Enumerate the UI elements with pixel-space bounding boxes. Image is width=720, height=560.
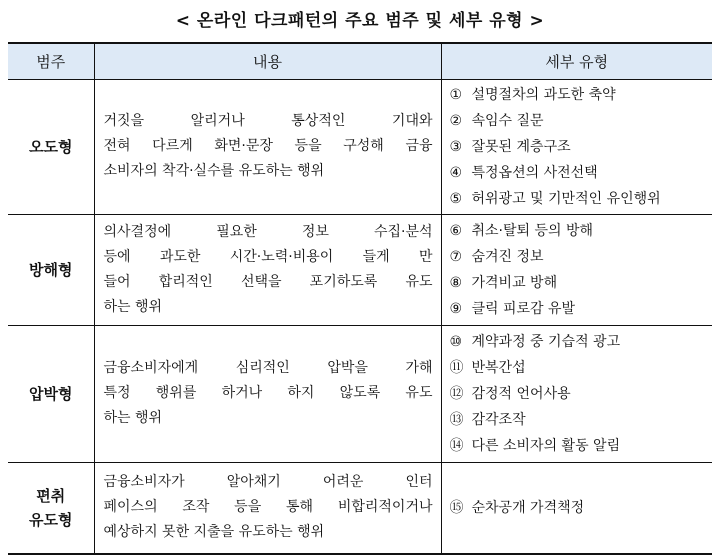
category-line: 유도형 — [29, 510, 73, 529]
list-item — [450, 495, 707, 521]
list-item — [450, 296, 707, 322]
item-text: 감정적 언어사용 — [471, 385, 571, 402]
item-number: ② — [449, 112, 463, 129]
description-line: 예상하지 못한 지출을 유도하는 행위 — [103, 524, 325, 541]
description-line: 하는 행위 — [103, 298, 163, 315]
item-number: ⑥ — [449, 222, 463, 239]
item-number: ③ — [449, 138, 463, 155]
description-cell — [94, 325, 441, 462]
item-number: ⑩ — [449, 333, 463, 350]
item-number: ⑧ — [449, 274, 463, 291]
types-cell — [441, 325, 712, 462]
description-line: 하는 행위 — [103, 410, 163, 426]
description-line: 등에 과도한 시간·노력·비용이 들게 만 — [103, 248, 433, 265]
item-text: 속임수 질문 — [471, 112, 544, 129]
table-row — [8, 325, 712, 462]
header-row — [8, 43, 712, 79]
types-cell — [441, 79, 712, 214]
description-line: 금융소비자가 알아채기 어려운 인터 — [103, 474, 433, 491]
description-line: 들어 합리적인 선택을 포기하도록 유도 — [103, 273, 433, 290]
item-text: 허위광고 및 기만적인 유인행위 — [471, 190, 661, 207]
list-item — [450, 160, 707, 186]
types-list — [450, 218, 707, 322]
category-cell — [8, 462, 94, 554]
types-cell — [441, 462, 712, 554]
table-row — [8, 462, 712, 554]
header-content: 내용 — [94, 43, 441, 79]
item-text: 클릭 피로감 유발 — [471, 300, 576, 317]
description-line: 거짓을 알리거나 통상적인 기대와 — [103, 113, 433, 129]
description-line: 소비자의 착각·실수를 유도하는 행위 — [103, 163, 325, 179]
list-item — [450, 186, 707, 212]
item-number: ⑪ — [449, 359, 464, 376]
category-line: 편취 — [36, 486, 66, 505]
category-cell: 압박형 — [8, 325, 94, 462]
item-number: ⑮ — [449, 499, 464, 516]
item-number: ⑬ — [449, 411, 464, 428]
types-list — [450, 495, 707, 521]
item-number: ⑨ — [449, 300, 463, 317]
document-title: < 온라인 다크패턴의 주요 범주 및 세부 유형 > — [175, 11, 545, 31]
types-list — [450, 82, 707, 212]
item-text: 잘못된 계층구조 — [471, 138, 571, 155]
table-row — [8, 79, 712, 214]
description-line: 페이스의 조작 등을 통해 비합리적이거나 — [103, 499, 433, 516]
category-cell: 방해형 — [8, 214, 94, 325]
category-cell: 오도형 — [8, 79, 94, 214]
description-line: 전혀 다르게 화면·문장 등을 구성해 금융 — [103, 138, 433, 154]
description-cell — [94, 79, 441, 214]
list-item — [450, 82, 707, 108]
list-item — [450, 108, 707, 134]
description-cell — [94, 214, 441, 325]
item-text: 취소·탈퇴 등의 방해 — [471, 222, 594, 239]
item-text: 다른 소비자의 활동 알림 — [471, 437, 621, 454]
description-line: 특정 행위를 하거나 하지 않도록 유도 — [103, 385, 433, 401]
item-text: 설명절차의 과도한 축약 — [471, 86, 616, 103]
item-number: ⑤ — [449, 190, 463, 207]
item-text: 감각조작 — [471, 411, 526, 428]
list-item — [450, 433, 707, 459]
list-item — [450, 329, 707, 355]
item-number: ⑫ — [449, 385, 464, 402]
list-item — [450, 218, 707, 244]
item-text: 가격비교 방해 — [471, 274, 558, 291]
description-line: 의사결정에 필요한 정보 수집·분석 — [103, 223, 433, 240]
list-item — [450, 270, 707, 296]
list-item — [450, 244, 707, 270]
header-category: 범주 — [8, 43, 94, 79]
list-item — [450, 407, 707, 433]
item-number: ⑭ — [449, 437, 464, 454]
item-text: 숨겨진 정보 — [471, 248, 544, 265]
item-text: 반복간섭 — [471, 359, 526, 376]
list-item — [450, 355, 707, 381]
header-detail-types: 세부 유형 — [441, 43, 712, 79]
dark-pattern-table — [8, 42, 712, 555]
description-cell — [94, 462, 441, 554]
table-row — [8, 214, 712, 325]
list-item — [450, 381, 707, 407]
item-text: 계약과정 중 기습적 광고 — [471, 333, 621, 350]
item-number: ⑦ — [449, 248, 463, 265]
item-text: 특정옵션의 사전선택 — [471, 164, 598, 181]
item-number: ① — [449, 86, 463, 103]
item-text: 순차공개 가격책정 — [471, 499, 585, 516]
types-cell — [441, 214, 712, 325]
list-item — [450, 134, 707, 160]
description-line: 금융소비자에게 심리적인 압박을 가해 — [103, 360, 433, 376]
item-number: ④ — [449, 164, 463, 181]
types-list — [450, 329, 707, 459]
